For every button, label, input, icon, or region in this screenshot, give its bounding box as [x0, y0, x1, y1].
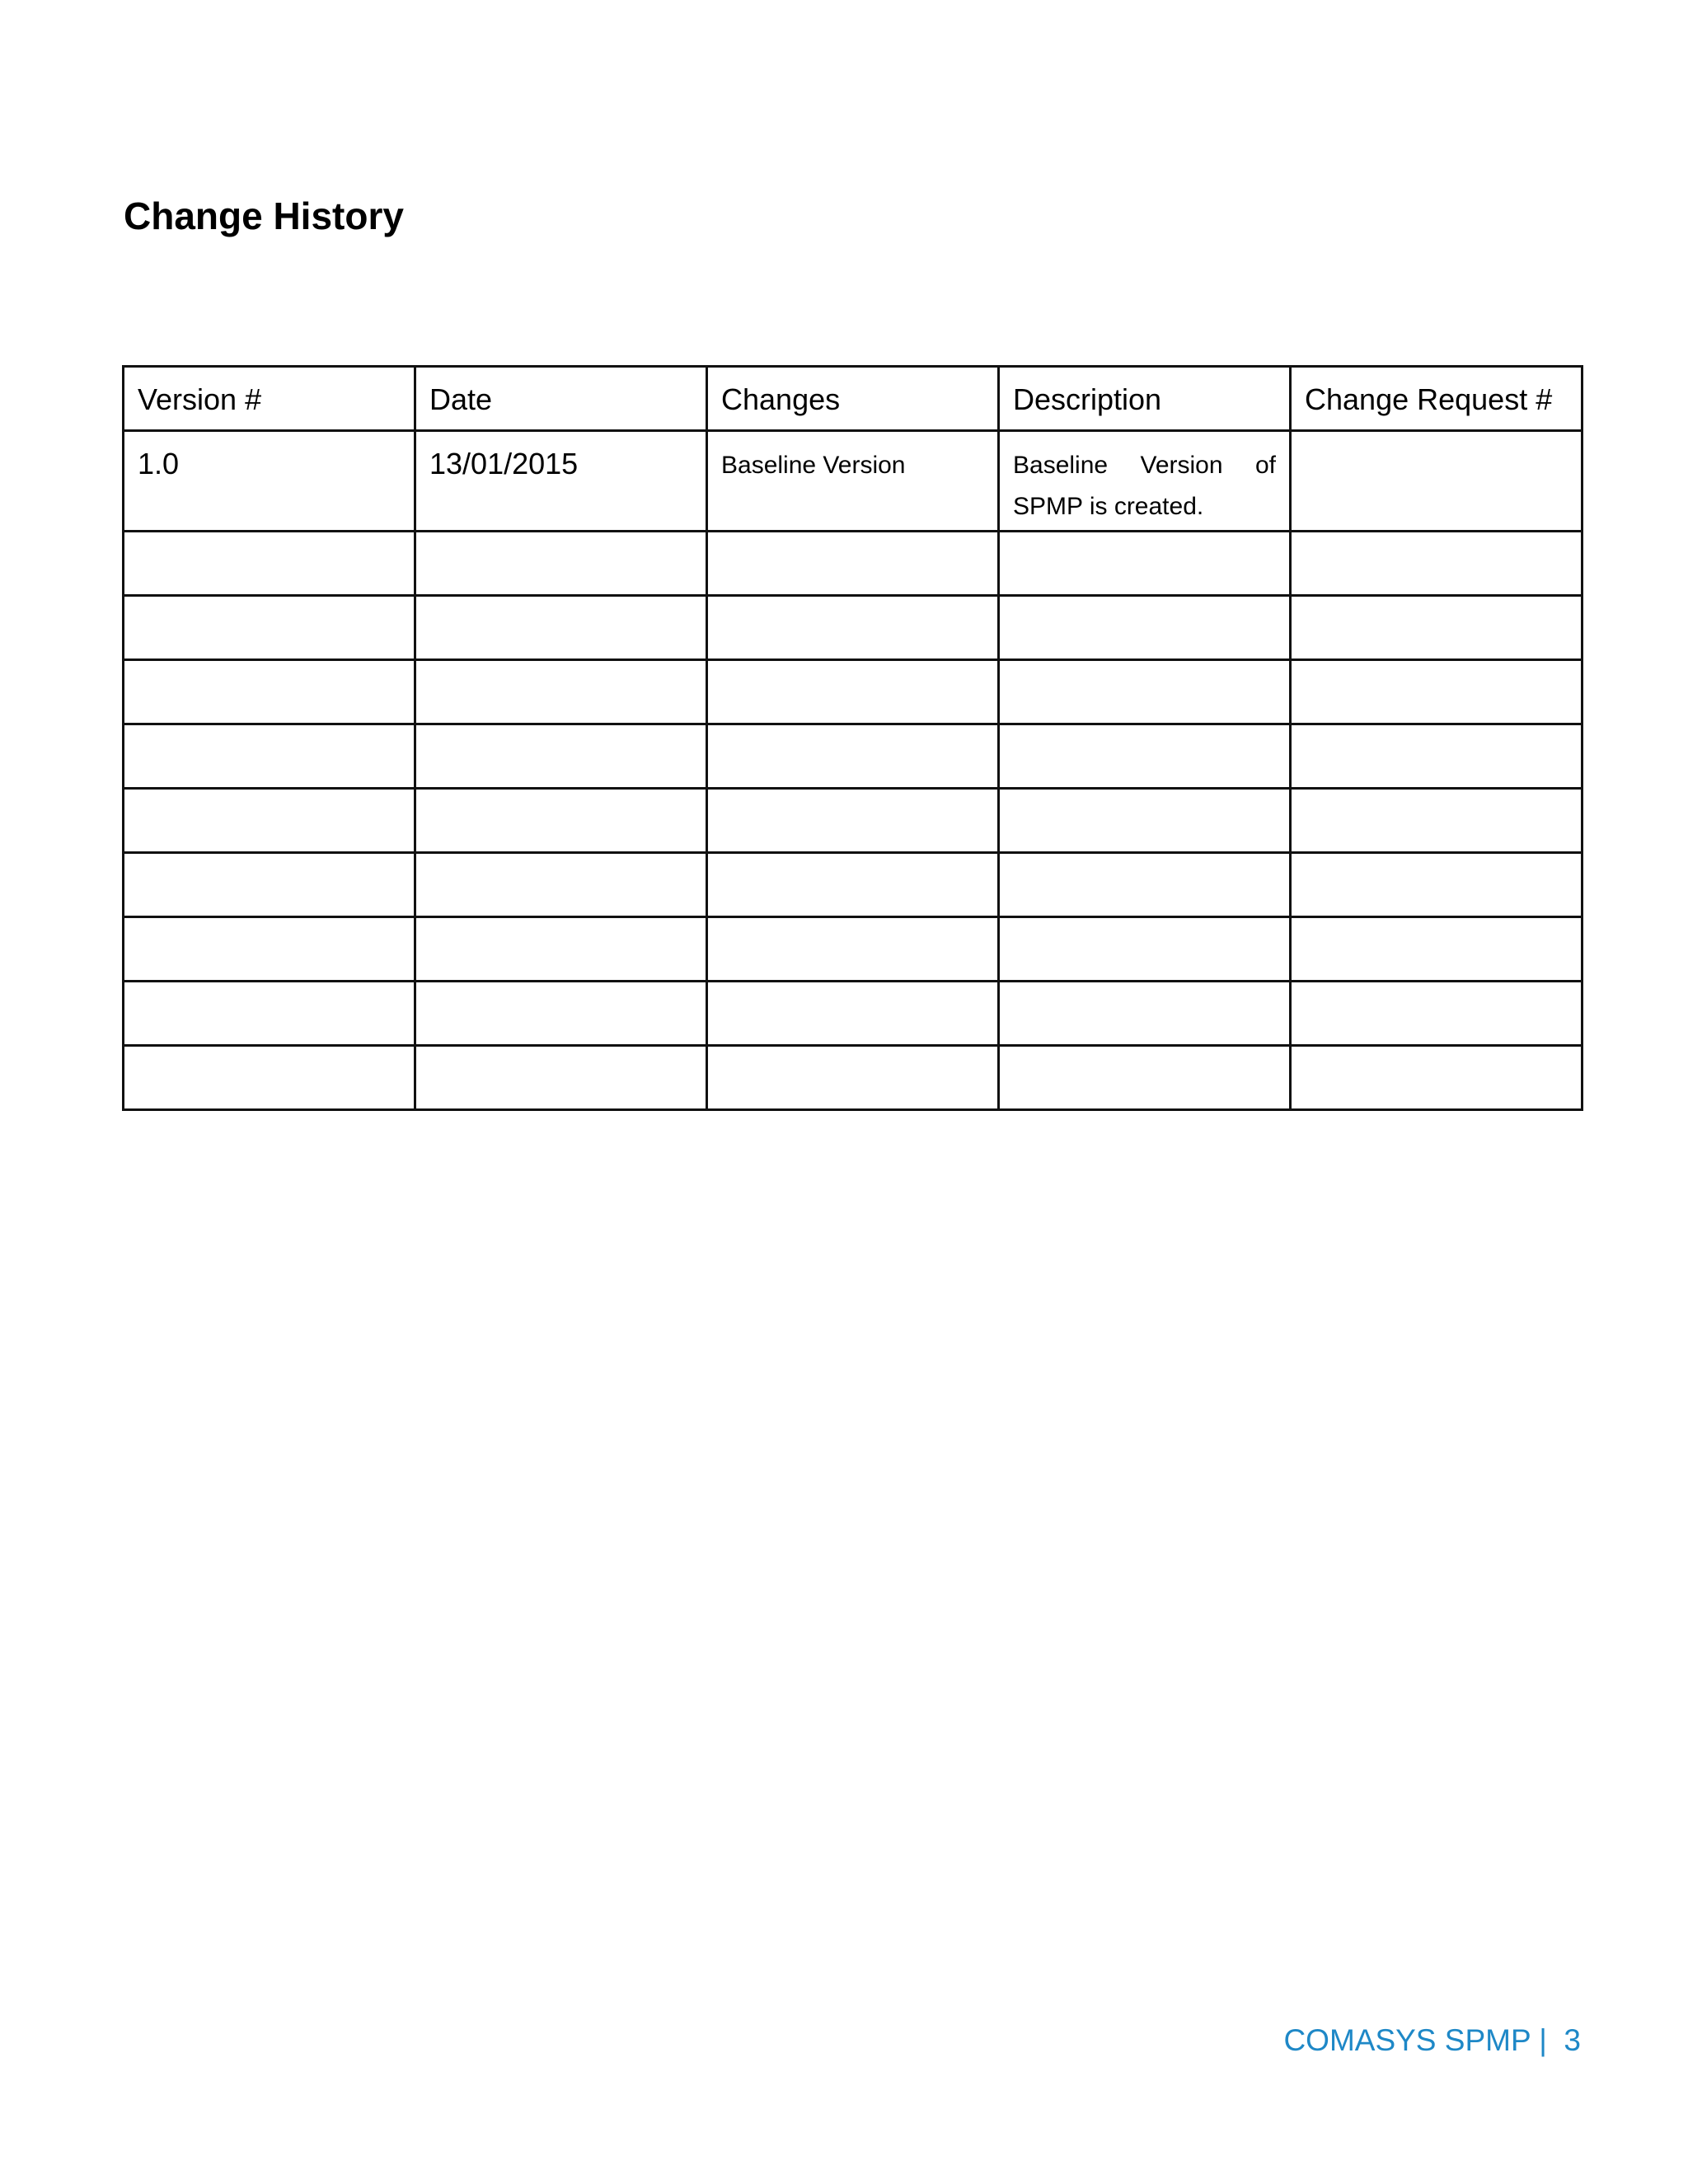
empty-cell: [999, 917, 1291, 982]
empty-cell: [999, 532, 1291, 596]
cell-date: 13/01/2015: [415, 431, 707, 532]
table-row: [124, 982, 1582, 1046]
empty-cell: [707, 532, 999, 596]
table-row: [124, 596, 1582, 660]
empty-cell: [415, 660, 707, 724]
page-title: Change History: [124, 194, 404, 237]
empty-cell: [999, 596, 1291, 660]
empty-cell: [124, 917, 415, 982]
header-version: Version #: [124, 367, 415, 431]
empty-cell: [707, 660, 999, 724]
empty-cell: [415, 982, 707, 1046]
empty-cell: [415, 724, 707, 789]
empty-cell: [1291, 724, 1582, 789]
empty-cell: [124, 532, 415, 596]
empty-cell: [707, 853, 999, 917]
empty-cell: [707, 982, 999, 1046]
table-row: [124, 532, 1582, 596]
empty-cell: [1291, 596, 1582, 660]
header-description: Description: [999, 367, 1291, 431]
table-header-row: [124, 367, 1582, 431]
empty-cell: [1291, 789, 1582, 853]
empty-cell: [1291, 532, 1582, 596]
empty-cell: [415, 917, 707, 982]
page-footer: [1283, 2023, 1581, 2058]
empty-cell: [1291, 917, 1582, 982]
empty-cell: [124, 1046, 415, 1110]
header-changes: Changes: [707, 367, 999, 431]
table-row: [124, 917, 1582, 982]
empty-cell: [707, 1046, 999, 1110]
table-row: [124, 789, 1582, 853]
empty-cell: [1291, 660, 1582, 724]
change-history-table: [122, 365, 1583, 1111]
cell-change-request: [1291, 431, 1582, 532]
empty-cell: [124, 853, 415, 917]
empty-cell: [999, 789, 1291, 853]
empty-cell: [999, 853, 1291, 917]
cell-changes: Baseline Version: [707, 431, 999, 532]
empty-cell: [124, 982, 415, 1046]
empty-cell: [707, 724, 999, 789]
empty-cell: [707, 596, 999, 660]
table-row: [124, 853, 1582, 917]
empty-cell: [415, 853, 707, 917]
empty-cell: [999, 724, 1291, 789]
empty-cell: [999, 982, 1291, 1046]
empty-cell: [999, 1046, 1291, 1110]
empty-cell: [415, 789, 707, 853]
empty-cell: [1291, 1046, 1582, 1110]
footer-doc-name: COMASYS SPMP |: [1283, 2023, 1547, 2057]
empty-cell: [124, 596, 415, 660]
header-date: Date: [415, 367, 707, 431]
empty-cell: [707, 917, 999, 982]
empty-cell: [124, 789, 415, 853]
empty-cell: [415, 596, 707, 660]
empty-cell: [124, 660, 415, 724]
empty-cell: [124, 724, 415, 789]
table-row: [124, 724, 1582, 789]
cell-description: Baseline Version of SPMP is created.: [999, 431, 1291, 532]
table-row: [124, 660, 1582, 724]
footer-page-number: 3: [1564, 2023, 1581, 2057]
empty-cell: [999, 660, 1291, 724]
table-row: [124, 431, 1582, 532]
empty-cell: [1291, 982, 1582, 1046]
empty-cell: [707, 789, 999, 853]
empty-cell: [1291, 853, 1582, 917]
empty-cell: [415, 1046, 707, 1110]
table-row: [124, 1046, 1582, 1110]
header-change-request: Change Request #: [1291, 367, 1582, 431]
cell-version: 1.0: [124, 431, 415, 532]
empty-cell: [415, 532, 707, 596]
